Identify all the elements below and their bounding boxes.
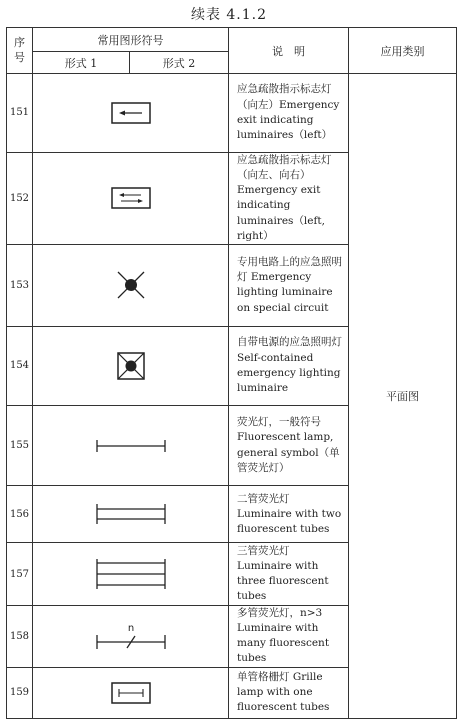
row-number: 157 <box>7 543 33 605</box>
header-seq: 序号 <box>7 28 33 74</box>
header-row <box>7 28 457 52</box>
header-symbol-group: 常用图形符号 <box>33 28 229 52</box>
row-description: 三管荧光灯 Luminaire with three fluorescent tubes <box>229 543 349 605</box>
row-description: 单管格栅灯 Grille lamp with one fluorescent tubes <box>229 667 349 718</box>
row-number: 156 <box>7 486 33 543</box>
header-description: 说 明 <box>229 28 349 74</box>
two-tube-icon <box>33 486 229 543</box>
row-number: 155 <box>7 405 33 485</box>
row-number: 151 <box>7 74 33 152</box>
header-form2: 形式 2 <box>130 52 229 74</box>
row-description: 二管荧光灯 Luminaire with two fluorescent tubes <box>229 486 349 543</box>
row-number: 152 <box>7 152 33 245</box>
fluorescent-lamp-icon <box>33 405 229 485</box>
tube-count-label: n <box>127 623 134 635</box>
grille-lamp-icon <box>33 667 229 718</box>
header-form1: 形式 1 <box>33 52 130 74</box>
row-description: 应急疏散指示标志灯（向左、向右）Emergency exit indicating luminaires（left, right） <box>229 152 349 245</box>
row-description: 专用电路上的应急照明灯 Emergency lighting luminaire on special circuit <box>229 245 349 326</box>
category-value: 平面图 <box>349 74 457 719</box>
exit-left-icon <box>33 74 229 152</box>
row-number: 153 <box>7 245 33 326</box>
row-description: 自带电源的应急照明灯 Self-contained emergency lighting luminaire <box>229 326 349 405</box>
row-number: 159 <box>7 667 33 718</box>
row-description: 荧光灯，一般符号 Fluorescent lamp, general symbol（单管荧光灯） <box>229 405 349 485</box>
row-number: 158 <box>7 605 33 667</box>
header-category: 应用类别 <box>349 28 457 74</box>
row-number: 154 <box>7 326 33 405</box>
symbol-table <box>6 27 457 719</box>
self-contained-lamp-icon <box>33 326 229 405</box>
exit-left-right-icon <box>33 152 229 245</box>
three-tube-icon <box>33 543 229 605</box>
row-description: 应急疏散指示标志灯（向左）Emergency exit indicating luminaires（left） <box>229 74 349 152</box>
table-row <box>7 74 457 152</box>
multi-tube-icon <box>33 605 229 667</box>
row-description: 多管荧光灯，n>3 Luminaire with many fluorescent tubes <box>229 605 349 667</box>
table-title: 续表 4.1.2 <box>190 7 268 23</box>
emergency-lamp-icon <box>33 245 229 326</box>
